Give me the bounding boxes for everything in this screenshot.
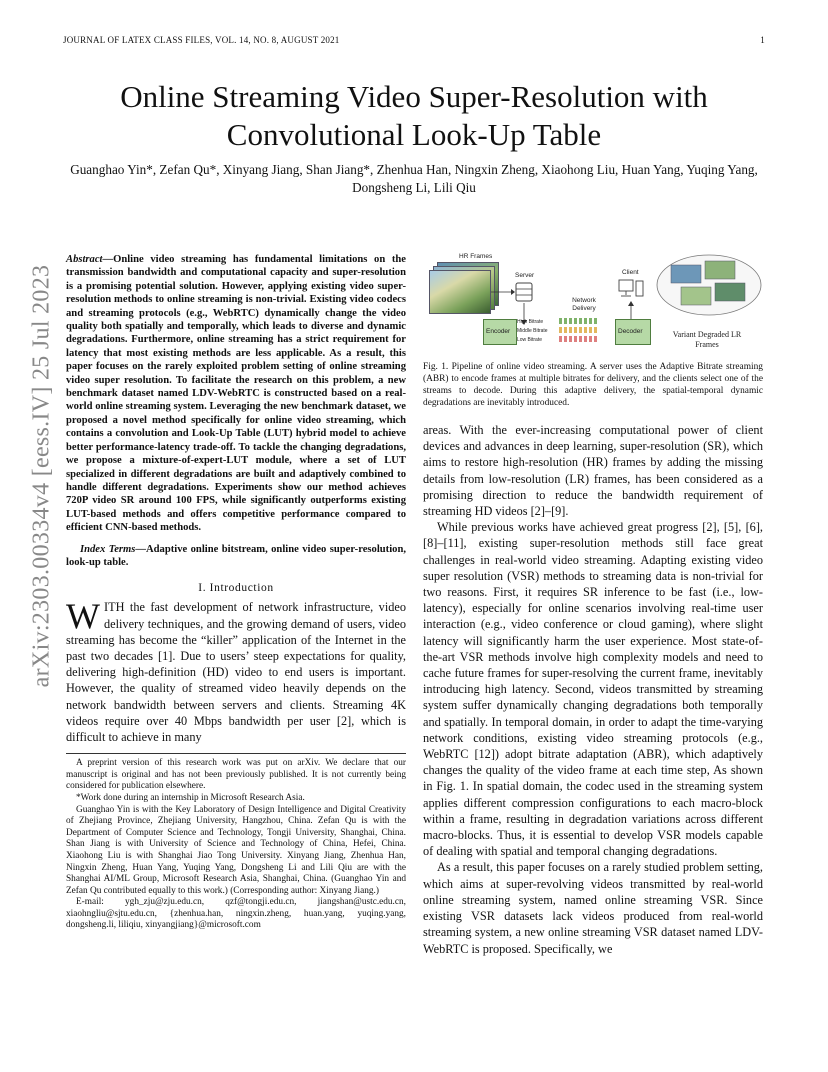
index-terms-text: —Adaptive online bitstream, online video super-resolution, look-up table.: [66, 543, 406, 568]
high-bitrate-label: High Bitrate: [517, 319, 544, 325]
running-header: [63, 35, 765, 45]
figure-1-caption: Fig. 1. Pipeline of online video streaming. A server uses the Adaptive Bitrate streaming (ABR) to encode frames at multiple bitrates for delivery, and the clients select one of the streams to decode. During this adaptive delivery, the spatial-temporal dynamic degradations are inevitably introduced.: [423, 362, 763, 408]
middle-stream: [559, 327, 599, 333]
right-column: [423, 253, 763, 957]
section-heading: I. Introduction: [198, 582, 274, 595]
footnote-rule: [66, 753, 406, 754]
intro-continued: [423, 422, 763, 957]
index-terms-label: Index Terms: [80, 543, 136, 555]
server-icon: [513, 281, 535, 303]
intro-text: ITH the fast development of network infrastructure, video delivery techniques, and the growing demand of users, video streaming has become the “killer” application of the Internet in the past two decades [1]. Due to users’ steep expectations for quality, delivering high-definition (HD) video to end users is important. However, the quality of streamed video heavily depends on the network bandwidth between servers and clients. Streaming 4K videos require over 40 Mbps bandwidth per user [2], which is difficult to achieve in many: [66, 600, 406, 744]
abstract-text: —Online video streaming has fundamental limitations on the transmission bandwidth and computational capacity and super-resolution is a promising potential solution. However, applying existing video super-resolution methods to online streaming is non-trivial. Existing video codecs and streaming protocols (e.g., WebRTC) dynamically change the video quality both spatially and temporally, which leads to diverse and dynamic degradations. Furthermore, online streaming has a strict requirement for latency that most existing methods are less applicable. As a result, this paper focuses on the rarely exploited problem setting of online streaming video super resolution. To facilitate the research on this problem, a new benchmark dataset named LDV-WebRTC is constructed based on a real-world online streaming system. Leveraging the new benchmark dataset, we proposed a novel method specifically for online video streaming, which contains a convolution and Look-Up Table (LUT) hybrid model to achieve better performance-latency trade-off. To tackle the changing degradations, we propose a mixture-of-expert-LUT module, where a set of LUT specialized in different degradations are built and adaptively combined to handle different degradations. Experiments show our method achieves 720P video SR around 100 FPS, while significantly outperforms existing LUT-based methods and offers competitive performance compared to efficient CNN-based methods.: [66, 254, 406, 534]
decoder-label: Decoder: [618, 328, 643, 335]
arxiv-stamp: [22, 264, 62, 688]
high-stream: [559, 318, 599, 324]
footnote: *Work done during an internship in Microsoft Research Asia.: [76, 792, 305, 803]
network-delivery-label: Network Delivery: [572, 297, 596, 312]
arrow-icon: [491, 288, 515, 296]
variant-degraded-label: Variant Degraded LR Frames: [672, 330, 742, 349]
page-number: 1: [760, 35, 765, 45]
intro-paragraph: [66, 596, 406, 745]
paragraph: areas. With the ever-increasing computational power of client devices and advances in deep learning, super-resolution (SR), which aims to restore high-resolution (HR) frames by adding the missing details from low-resolution (LR) frames, has been considered as a promising direction to reduce the bandwidth requirement of streaming HD videos [2]–[9].: [423, 423, 763, 519]
hr-frames-label: HR Frames: [459, 253, 493, 260]
client-label: Client: [622, 269, 639, 276]
abstract-label: Abstract: [66, 254, 103, 265]
low-stream: [559, 336, 599, 342]
figure-1: [423, 253, 763, 357]
author-list: Guanghao Yin*, Zefan Qu*, Xinyang Jiang, Shan Jiang*, Zhenhua Han, Ningxin Zheng, Xiaohong Liu, Huan Yang, Yuqing Yang, Dongsheng Li, Lili Qiu: [70, 162, 758, 195]
left-column: [66, 253, 406, 932]
client-computer-icon: [616, 278, 646, 300]
abstract: [66, 253, 406, 535]
server-label: Server: [515, 272, 535, 279]
paper-title: Online Streaming Video Super-Resolution with Convolutional Look-Up Table: [120, 79, 708, 152]
middle-bitrate-label: Middle Bitrate: [517, 328, 548, 334]
index-terms: [66, 543, 406, 570]
journal-name: JOURNAL OF LATEX CLASS FILES, VOL. 14, NO. 8, AUGUST 2021: [63, 35, 340, 45]
footnote-email: E-mail: ygh_zju@zju.edu.cn, qzf@tongji.edu.cn, jiangshan@ustc.edu.cn, xiaohngliu@sjtu.edu.cn, {zhenhua.han, ningxin.zheng, huan.yang, yuqing.yang, dongsheng.li, liliqiu, xinyangjiang}@microsoft.com: [66, 897, 406, 931]
arxiv-id: arXiv:2303.00334v4 [eess.IV] 25 Jul 2023: [28, 264, 55, 688]
hr-frame-image: [429, 270, 491, 314]
footnotes: [66, 758, 406, 932]
paragraph: As a result, this paper focuses on a rarely studied problem setting, which aims at super-revolving videos transmitted by real-world online streaming system, named online streaming VSR. Since existing VSR datasets lack videos produced from real-world streaming system, a new online streaming VSR dataset named LDV-WebRTC is proposed. Specifically, we: [423, 860, 763, 956]
paragraph: While previous works have achieved great progress [2], [5], [6], [8]–[11], existing super-resolution methods still face great challenges in real-world video streaming. Adapting existing video super resolution (VSR) methods to streaming data is non-trivial for two reasons. First, it requires SR inference to be fast (i.e., low-latency), especially for online scenarios involving real-time user interaction (e.g., video conference or cloud gaming), where slight latency will significantly harm the user experience. Most state-of-the-art VSR methods involve high complexity models and need to cache future frames for super-resolving the current frame, inevitably introducing high latency. Second, videos transmitted by streaming system suffer dynamically changing degradations both temporally and spatially. In temporal domain, in order to adapt the time-varying network conditions, existing video streaming protocols (e.g., WebRTC [12]) adopt bitrate adaptation (ABR), which adaptively changes the quality of the video frame at each time step, As shown in Fig. 1. In spatial domain, the codec used in the streaming system applies different compression configurations to each macro-block within a frame, resulting in degradation variations across different macro-blocks. Thus, it is essential to develop VSR models capable of dealing with spatial and temporal changing degradations.: [423, 520, 763, 859]
low-bitrate-label: Low Bitrate: [517, 337, 543, 343]
arrow-icon: [627, 301, 635, 319]
footnote: Guanghao Yin is with the Key Laboratory of Design Intelligence and Digital Creativity of Zhejiang Province, Zhejiang University, Hangzhou, China. Zefan Qu is with the Department of Computer Science and Technology, Tongji University, Shanghai, China. Shan Jiang is with University of Science and Technology of China, Hefei, China. Xiaohong Liu is with Shanghai Jiao Tong University. Xinyang Jiang, Zhenhua Han, Ningxin Zheng, Huan Yang, Yuqing Yang, Dongsheng Li and Lili Qiu are with the Shanghai AI/ML Group, Microsoft Research Asia, Shanghai, China. (Guanghao Yin and Zefan Qu contributed equally to this work.) (Corresponding author: Xinyang Jiang.): [66, 804, 406, 896]
footnote: A preprint version of this research work was put on arXiv. We declare that our manuscript is original and has not been previously published. It is not currently being considered for publication elsewhere.: [66, 758, 406, 792]
encoder-label: Encoder: [486, 328, 511, 335]
drop-cap: W: [66, 596, 100, 637]
lr-frames-cluster: [655, 253, 763, 317]
